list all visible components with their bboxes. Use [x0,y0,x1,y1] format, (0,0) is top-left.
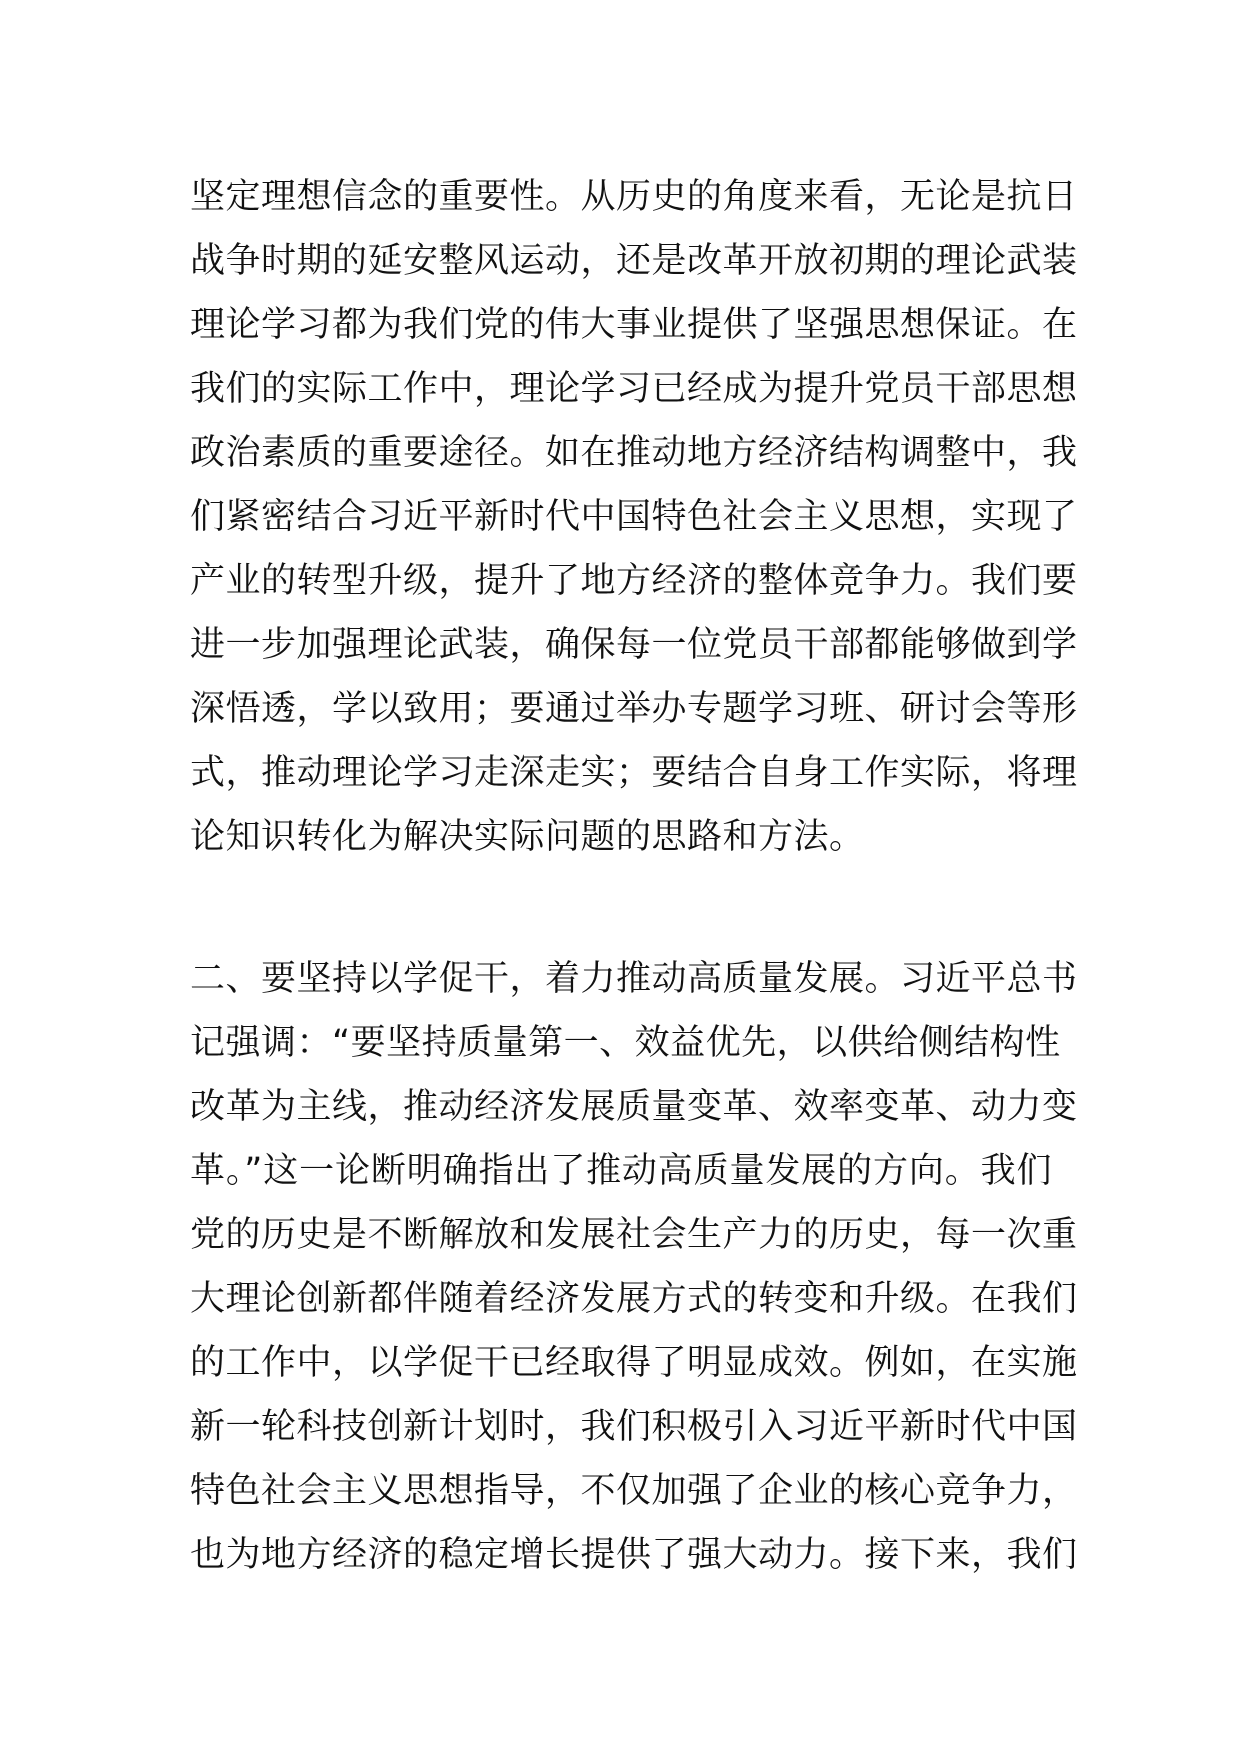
text-line: 我们的实际工作中，理论学习已经成为提升党员干部思想 [190,369,1078,409]
text-line: 产业的转型升级，提升了地方经济的整体竞争力。我们要 [190,561,1078,601]
text-line: 坚定理想信念的重要性。从历史的角度来看，无论是抗日 [190,177,1078,217]
text-line: 改革为主线，推动经济发展质量变革、效率变革、动力变 [190,1087,1078,1127]
text-line: 革。”这一论断明确指出了推动高质量发展的方向。我们 [190,1151,1052,1191]
paragraph-1 [190,165,1078,869]
text-line: 新一轮科技创新计划时，我们积极引入习近平新时代中国 [190,1407,1078,1447]
paragraph-2 [190,947,1078,1587]
text-line: 大理论创新都伴随着经济发展方式的转变和升级。在我们 [190,1279,1078,1319]
text-line: 二、要坚持以学促干，着力推动高质量发展。习近平总书 [190,959,1078,999]
text-line: 也为地方经济的稳定增长提供了强大动力。接下来，我们 [190,1535,1078,1575]
text-line: 记强调：“要坚持质量第一、效益优先，以供给侧结构性 [190,1023,1061,1063]
paragraph-spacer [190,869,1052,947]
document-body [190,165,1078,1587]
text-line: 党的历史是不断解放和发展社会生产力的历史，每一次重 [190,1215,1078,1255]
text-line: 战争时期的延安整风运动，还是改革开放初期的理论武装 [190,241,1078,281]
text-line: 政治素质的重要途径。如在推动地方经济结构调整中，我 [190,433,1078,473]
text-line: 们紧密结合习近平新时代中国特色社会主义思想，实现了 [190,497,1078,537]
text-line: 的工作中，以学促干已经取得了明显成效。例如，在实施 [190,1343,1078,1383]
text-line: 论知识转化为解决实际问题的思路和方法。 [190,817,865,857]
text-line: 特色社会主义思想指导，不仅加强了企业的核心竞争力， [190,1471,1078,1511]
text-line: 式，推动理论学习走深走实；要结合自身工作实际，将理 [190,753,1078,793]
text-line: 理论学习都为我们党的伟大事业提供了坚强思想保证。在 [190,305,1078,345]
text-line: 深悟透，学以致用；要通过举办专题学习班、研讨会等形 [190,689,1078,729]
text-line: 进一步加强理论武装，确保每一位党员干部都能够做到学 [190,625,1078,665]
